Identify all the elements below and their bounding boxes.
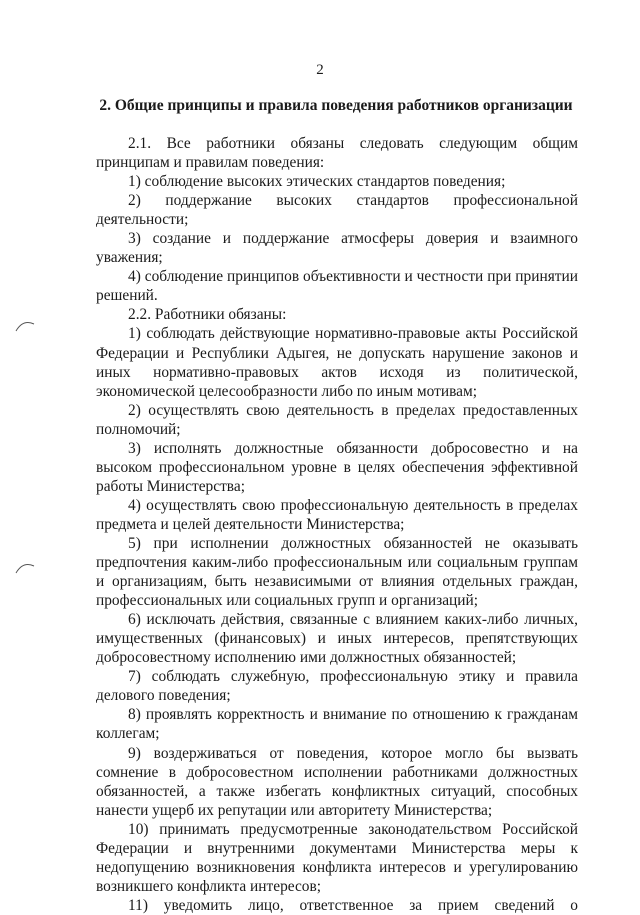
paragraph: 10) принимать предусмотренные законодательством Российской Федерации и внутренними документами Министерства меры к недопущению возникновения конфликта интересов и урегулированию возникшего конфликта интересов; bbox=[96, 820, 578, 895]
paragraph: 2.1. Все работники обязаны следовать следующим общим принципам и правилам поведения: bbox=[96, 135, 578, 172]
paragraph: 1) соблюдать действующие нормативно-правовые акты Российской Федерации и Республики Адыгея, не допускать нарушение законов и иных нормативно-правовых актов исходя из политической, экономической целесообразности либо по иным мотивам; bbox=[96, 325, 578, 400]
paragraph: 4) осуществлять свою профессиональную деятельность в пределах предмета и целей деятельности Министерства; bbox=[96, 496, 578, 533]
document-body bbox=[96, 134, 578, 915]
paragraph: 6) исключать действия, связанные с влиянием каких-либо личных, имущественных (финансовых) и иных интересов, препятствующих добросовестному исполнению ими должностных обязанностей; bbox=[96, 611, 578, 667]
word: ответственное bbox=[299, 896, 394, 914]
word: сведений bbox=[494, 896, 555, 914]
paragraph: 3) создание и поддержание атмосферы доверия и взаимного уважения; bbox=[96, 230, 578, 267]
paragraph: 2) поддержание высоких стандартов профессиональной деятельности; bbox=[96, 192, 578, 229]
word: 11) bbox=[128, 896, 148, 914]
page-number: 2 bbox=[316, 62, 324, 78]
section-heading: 2. Общие принципы и правила поведения работников организации bbox=[99, 97, 573, 114]
paragraph: 2) осуществлять свою деятельность в пределах предоставленных полномочий; bbox=[96, 401, 578, 438]
word: о bbox=[570, 896, 578, 914]
word: за bbox=[409, 896, 423, 914]
punch-hole-mark-bottom bbox=[14, 560, 36, 574]
paragraph: 5) при исполнении должностных обязанностей не оказывать предпочтения каким-либо профессиональным или социальным группам и организациям, быть независимыми от влияния отдельных граждан, профессиональных или социальных групп и организаций; bbox=[96, 534, 578, 610]
punch-hole-mark-top bbox=[14, 318, 36, 332]
word: лицо, bbox=[248, 896, 284, 914]
word: уведомить bbox=[163, 896, 233, 914]
paragraph: 4) соблюдение принципов объективности и честности при принятии решений. bbox=[96, 268, 578, 305]
paragraph: 2.2. Работники обязаны: bbox=[128, 306, 287, 324]
paragraph: 1) соблюдение высоких этических стандартов поведения; bbox=[128, 173, 506, 191]
word: прием bbox=[437, 896, 479, 914]
last-line bbox=[96, 896, 578, 915]
paragraph: 9) воздерживаться от поведения, которое могло бы вызвать сомнение в добросовестном исполнении работниками должностных обязанностей, а также избегать конфликтных ситуаций, способных нанести ущерб их репутации или авторитету Министерства; bbox=[96, 744, 578, 819]
paragraph: 3) исполнять должностные обязанности добросовестно и на высоком профессиональном уровне в целях обеспечения эффективной работы Министерства; bbox=[96, 439, 578, 495]
paragraph: 8) проявлять корректность и внимание по отношению к гражданам коллегам; bbox=[96, 706, 578, 743]
paragraph: 7) соблюдать служебную, профессиональную этику и правила делового поведения; bbox=[96, 668, 578, 705]
